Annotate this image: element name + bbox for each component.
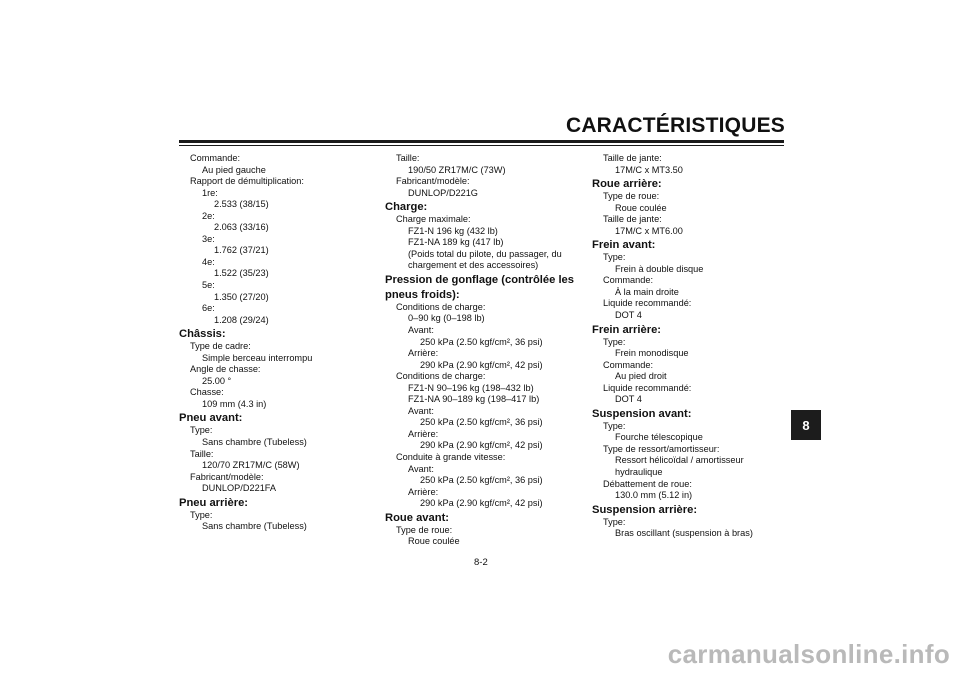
section-heading: Pneu arrière: [179,496,249,509]
spec-line: Débattement de roue: [603,478,692,489]
section-heading: Charge: [385,201,428,214]
spec-line: Type de ressort/amortisseur: [603,443,720,454]
page-number: 8-2 [474,557,488,568]
spec-line: DOT 4 [615,310,642,321]
spec-line: Sans chambre (Tubeless) [202,437,307,448]
watermark: carmanualsonline.info [667,639,950,669]
spec-line: 290 kPa (2.90 kgf/cm², 42 psi) [420,440,543,451]
spec-line: chargement et des accessoires) [408,260,539,271]
spec-line: (Poids total du pilote, du passager, du [408,248,562,259]
spec-line: Ressort hélicoïdal / amortisseur [615,455,744,466]
section-heading: Suspension avant: [592,407,692,420]
section-heading: pneus froids): [385,288,460,301]
spec-line: Avant: [408,463,434,474]
spec-line: Type: [190,509,213,520]
spec-line: Type: [190,425,213,436]
page-title: CARACTÉRISTIQUES [565,114,785,137]
spec-line: hydraulique [615,467,663,478]
spec-line: 17M/C x MT3.50 [615,164,683,175]
spec-line: 1.208 (29/24) [214,314,269,325]
spec-line: 190/50 ZR17M/C (73W) [408,164,506,175]
spec-line: Type de cadre: [190,341,251,352]
spec-line: 130.0 mm (5.12 in) [615,490,693,501]
section-heading: Frein avant: [592,239,656,252]
spec-line: 250 kPa (2.50 kgf/cm², 36 psi) [420,336,543,347]
spec-line: 1re: [202,187,218,198]
spec-line: Arrière: [408,348,439,359]
spec-line: 2.063 (33/16) [214,222,269,233]
spec-line: Simple berceau interrompu [202,352,313,363]
spec-line: Type: [603,252,626,263]
spec-line: FZ1-N 90–196 kg (198–432 lb) [408,382,534,393]
spec-line: Fabricant/modèle: [396,176,470,187]
spec-line: FZ1-N 196 kg (432 lb) [408,225,498,236]
spec-line: Taille de jante: [603,214,662,225]
spec-line: Rapport de démultiplication: [190,176,304,187]
section-heading: Frein arrière: [592,323,662,336]
spec-line: Liquide recommandé: [603,298,692,309]
spec-line: 109 mm (4.3 in) [202,398,267,409]
spec-line: 1.522 (35/23) [214,268,269,279]
spec-line: 250 kPa (2.50 kgf/cm², 36 psi) [420,475,543,486]
spec-line: Au pied droit [615,371,667,382]
spec-line: Taille de jante: [603,153,662,163]
spec-line: 4e: [202,256,215,267]
spec-line: 2e: [202,210,215,221]
spec-line: 2.533 (38/15) [214,199,269,210]
spec-line: Frein à double disque [615,263,704,274]
spec-line: Angle de chasse: [190,364,261,375]
spec-line: Commande: [603,275,654,286]
spec-line: 17M/C x MT6.00 [615,225,683,236]
spec-line: Au pied gauche [202,164,266,175]
spec-line: 25.00 ° [202,375,232,386]
spec-line: Frein monodisque [615,348,689,359]
spec-column-3 [592,153,782,540]
spec-line: Fabricant/modèle: [190,471,264,482]
spec-line: 1.350 (27/20) [214,291,269,302]
spec-line: Arrière: [408,428,439,439]
header-rule-thin [179,145,784,146]
section-heading: Pression de gonflage (contrôlée les [385,273,574,286]
spec-line: 120/70 ZR17M/C (58W) [202,460,300,471]
spec-line: Sans chambre (Tubeless) [202,521,307,532]
spec-line: 0–90 kg (0–198 lb) [408,313,485,324]
spec-line: 3e: [202,233,215,244]
section-heading: Pneu avant: [179,412,243,425]
section-heading: Roue arrière: [592,178,662,191]
spec-line: FZ1-NA 90–189 kg (198–417 lb) [408,394,540,405]
spec-line: DUNLOP/D221FA [202,483,277,494]
spec-line: Conduite à grande vitesse: [396,452,506,463]
spec-line: Commande: [603,359,654,370]
spec-line: 5e: [202,280,215,291]
spec-line: DOT 4 [615,394,642,405]
spec-line: Type: [603,516,626,527]
spec-line: Bras oscillant (suspension à bras) [615,528,753,539]
spec-line: Type: [603,336,626,347]
spec-line: 6e: [202,303,215,314]
spec-line: Type de roue: [396,524,453,535]
spec-line: Chasse: [190,387,224,398]
spec-line: Avant: [408,325,434,336]
spec-line: Commande: [190,153,241,163]
spec-line: Roue coulée [408,536,460,547]
spec-line: Avant: [408,405,434,416]
section-heading: Roue avant: [385,511,450,524]
spec-line: Fourche télescopique [615,432,703,443]
spec-line: 290 kPa (2.90 kgf/cm², 42 psi) [420,498,543,509]
spec-column-1 [179,153,369,533]
spec-line: Type: [603,420,626,431]
chapter-tab: 8 [791,410,821,440]
section-heading: Châssis: [179,328,226,341]
spec-line: 250 kPa (2.50 kgf/cm², 36 psi) [420,417,543,428]
spec-line: 1.762 (37/21) [214,245,269,256]
spec-line: Liquide recommandé: [603,382,692,393]
spec-line: Charge maximale: [396,214,471,225]
spec-line: Arrière: [408,486,439,497]
spec-line: FZ1-NA 189 kg (417 lb) [408,237,504,248]
section-heading: Suspension arrière: [592,503,698,516]
spec-line: Conditions de charge: [396,371,486,382]
spec-column-2 [385,153,575,548]
spec-line: Taille: [190,448,214,459]
spec-line: À la main droite [615,286,679,297]
spec-line: 290 kPa (2.90 kgf/cm², 42 psi) [420,359,543,370]
spec-line: DUNLOP/D221G [408,187,478,198]
spec-line: Type de roue: [603,191,660,202]
spec-line: Conditions de charge: [396,301,486,312]
spec-line: Roue coulée [615,202,667,213]
header-rule-thick [179,140,784,143]
spec-line: Taille: [396,153,420,163]
